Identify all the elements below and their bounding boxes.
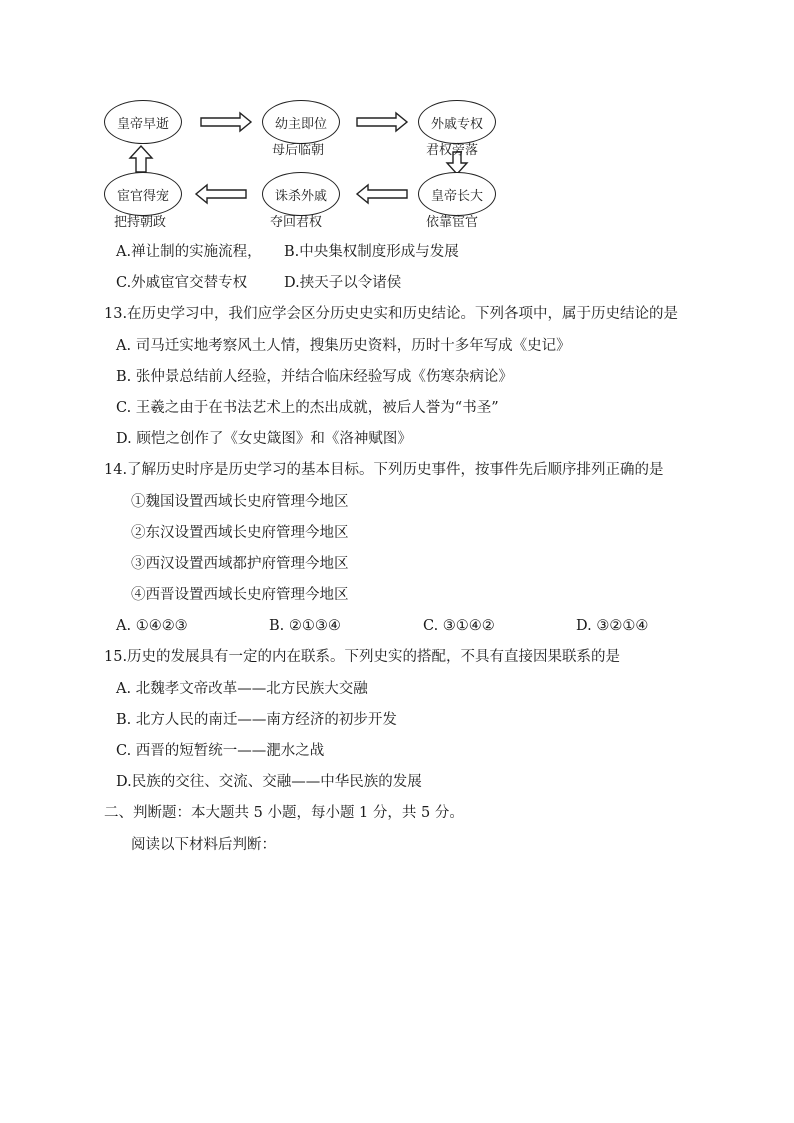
q13-option-d: D. 顾恺之创作了《女史箴图》和《洛神赋图》 [116, 431, 412, 447]
arrow-up [130, 146, 152, 172]
arrow-right-2 [357, 113, 407, 131]
node-emperor-grows: 皇帝长大 [418, 172, 496, 216]
q15-option-a: A. 北魏孝文帝改革——北方民族大交融 [116, 681, 368, 697]
q12-option-a: A.禅让制的实施流程， [116, 244, 262, 260]
q13-stem: 13.在历史学习中，我们应学会区分历史史实和历史结论。下列各项中，属于历史结论的是 [104, 306, 679, 322]
label-control-court: 把持朝政 [114, 215, 167, 230]
q14-item-4: ④西晋设置西域长史府管理今地区 [131, 587, 349, 603]
q14-option-c: C. ③①④② [423, 618, 495, 634]
label-regain-power: 夺回君权 [270, 215, 323, 230]
node-eunuch-favored: 宦官得宠 [104, 172, 182, 216]
cycle-diagram [0, 0, 794, 240]
q12-option-c: C.外戚宦官交替专权 [116, 275, 248, 291]
label-regency: 母后临朝 [272, 143, 325, 158]
node-child-throne: 幼主即位 [262, 100, 340, 144]
q14-item-1: ①魏国设置西域长史府管理今地区 [131, 494, 349, 510]
label-rely-eunuch: 依靠宦官 [426, 215, 479, 230]
q14-option-a: A. ①④②③ [116, 618, 188, 634]
q14-stem: 14.了解历史时序是历史学习的基本目标。下列历史事件，按事件先后顺序排列正确的是 [104, 462, 664, 478]
q14-option-b: B. ②①③④ [269, 618, 341, 634]
q14-item-3: ③西汉设置西域都护府管理今地区 [131, 556, 349, 572]
arrow-right-1 [201, 113, 251, 131]
q15-stem: 15.历史的发展具有一定的内在联系。下列史实的搭配，不具有直接因果联系的是 [104, 649, 621, 665]
node-consort-power: 外戚专权 [418, 100, 496, 144]
q13-option-c: C. 王羲之由于在书法艺术上的杰出成就，被后人誉为“书圣” [116, 400, 499, 416]
section-2-instruction: 阅读以下材料后判断： [131, 837, 276, 853]
q15-option-b: B. 北方人民的南迁——南方经济的初步开发 [116, 712, 397, 728]
q13-option-a: A. 司马迁实地考察风土人情，搜集历史资料，历时十多年写成《史记》 [116, 338, 571, 354]
label-power-lost: 君权旁落 [426, 143, 479, 158]
q15-option-d: D.民族的交往、交流、交融——中华民族的发展 [116, 774, 422, 790]
q15-option-c: C. 西晋的短暂统一——淝水之战 [116, 743, 325, 759]
q13-option-b: B. 张仲景总结前人经验，并结合临床经验写成《伤寒杂病论》 [116, 369, 513, 385]
node-emperor-dies: 皇帝早逝 [104, 100, 182, 144]
node-kill-consorts: 诛杀外戚 [262, 172, 340, 216]
q14-item-2: ②东汉设置西域长史府管理今地区 [131, 525, 349, 541]
q12-option-d: D.挟天子以令诸侯 [284, 275, 402, 291]
q14-option-d: D. ③②①④ [576, 618, 649, 634]
section-2-title: 二、判断题：本大题共 5 小题，每小题 1 分，共 5 分。 [104, 805, 464, 821]
arrow-left-2 [196, 185, 246, 203]
q12-option-b: B.中央集权制度形成与发展 [284, 244, 459, 260]
arrow-left-1 [357, 185, 407, 203]
